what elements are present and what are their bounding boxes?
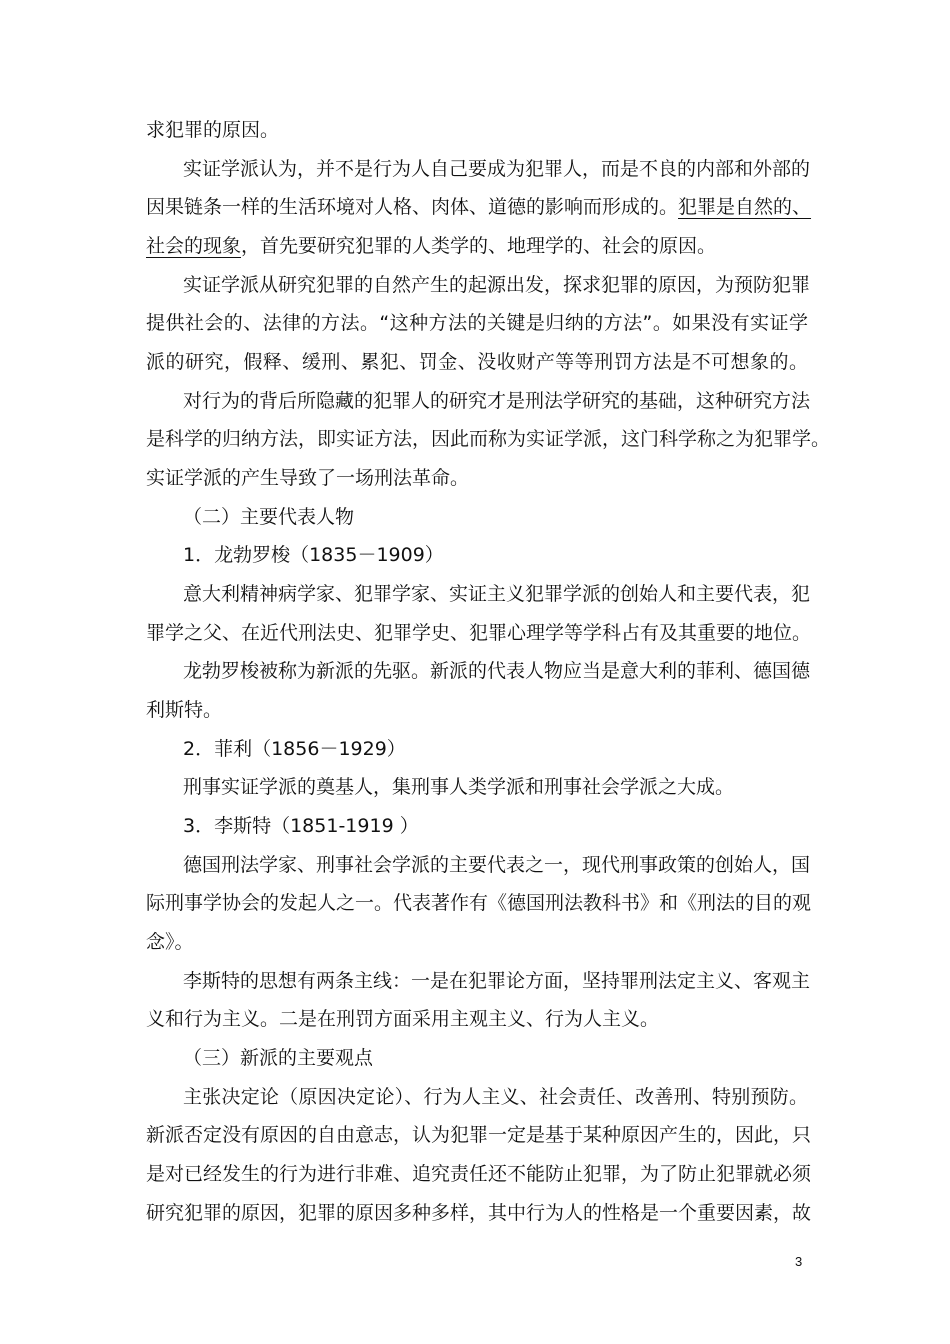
text-line: 龙勃罗梭被称为新派的先驱。新派的代表人物应当是意大利的菲利、德国德 (183, 660, 811, 682)
text-line (146, 195, 811, 219)
text-line: 意大利精神病学家、犯罪学家、实证主义犯罪学派的创始人和主要代表，犯 (183, 583, 811, 605)
text-line: 主张决定论（原因决定论）、行为人主义、社会责任、改善刑、特别预防。 (183, 1086, 808, 1108)
text-line: 对行为的背后所隐藏的犯罪人的研究才是刑法学研究的基础，这种研究方法 (183, 390, 811, 412)
text-line: 李斯特的思想有两条主线：一是在犯罪论方面，坚持罪刑法定主义、客观主 (183, 970, 811, 992)
text-line: 求犯罪的原因。 (146, 119, 280, 141)
text-line: 义和行为主义。二是在刑罚方面采用主观主义、行为人主义。 (146, 1008, 660, 1030)
text-span: ，首先要研究犯罪的人类学的、地理学的、社会的原因。 (241, 235, 717, 257)
underlined-text: 社会的现象 (146, 235, 242, 257)
subsection-heading: 3．李斯特（1851-1919 ） (183, 815, 419, 837)
section-heading: （三）新派的主要观点 (183, 1047, 374, 1069)
text-line: 念》。 (146, 931, 194, 953)
section-heading: （二）主要代表人物 (183, 506, 355, 528)
text-line (146, 234, 716, 258)
text-line: 是科学的归纳方法，即实证方法，因此而称为实证学派，这门科学称之为犯罪学。 (146, 428, 831, 450)
text-line: 新派否定没有原因的自由意志，认为犯罪一定是基于某种原因产生的，因此，只 (146, 1124, 812, 1146)
text-line: 实证学派的产生导致了一场刑法革命。 (146, 467, 470, 489)
text-line: 实证学派从研究犯罪的自然产生的起源出发，探求犯罪的原因，为预防犯罪 (183, 274, 811, 296)
page-number: 3 (795, 1254, 803, 1269)
subsection-heading: 2．菲利（1856－1929） (183, 738, 406, 760)
text-line: 派的研究，假释、缓刑、累犯、罚金、没收财产等等刑罚方法是不可想象的。 (146, 351, 808, 373)
subsection-heading: 1．龙勃罗梭（1835－1909） (183, 544, 444, 566)
underlined-text: 犯罪是自然的、 (678, 196, 812, 218)
text-line: 德国刑法学家、刑事社会学派的主要代表之一，现代刑事政策的创始人，国 (183, 854, 811, 876)
text-line: 利斯特。 (146, 699, 223, 721)
text-line: 刑事实证学派的奠基人，集刑事人类学派和刑事社会学派之大成。 (183, 776, 735, 798)
text-span: 因果链条一样的生活环境对人格、肉体、道德的影响而形成的。 (146, 196, 679, 218)
text-line: 实证学派认为，并不是行为人自己要成为犯罪人，而是不良的内部和外部的 (183, 158, 811, 180)
text-line: 罪学之父、在近代刑法史、犯罪学史、犯罪心理学等学科占有及其重要的地位。 (146, 622, 812, 644)
text-line: 是对已经发生的行为进行非难、追究责任还不能防止犯罪，为了防止犯罪就必须 (146, 1163, 812, 1185)
text-line: 际刑事学协会的发起人之一。代表著作有《德国刑法教科书》和《刑法的目的观 (146, 892, 812, 914)
text-line: 提供社会的、法律的方法。“这种方法的关键是归纳的方法”。如果没有实证学 (146, 312, 808, 334)
text-line: 研究犯罪的原因，犯罪的原因多种多样，其中行为人的性格是一个重要因素，故 (146, 1202, 812, 1224)
